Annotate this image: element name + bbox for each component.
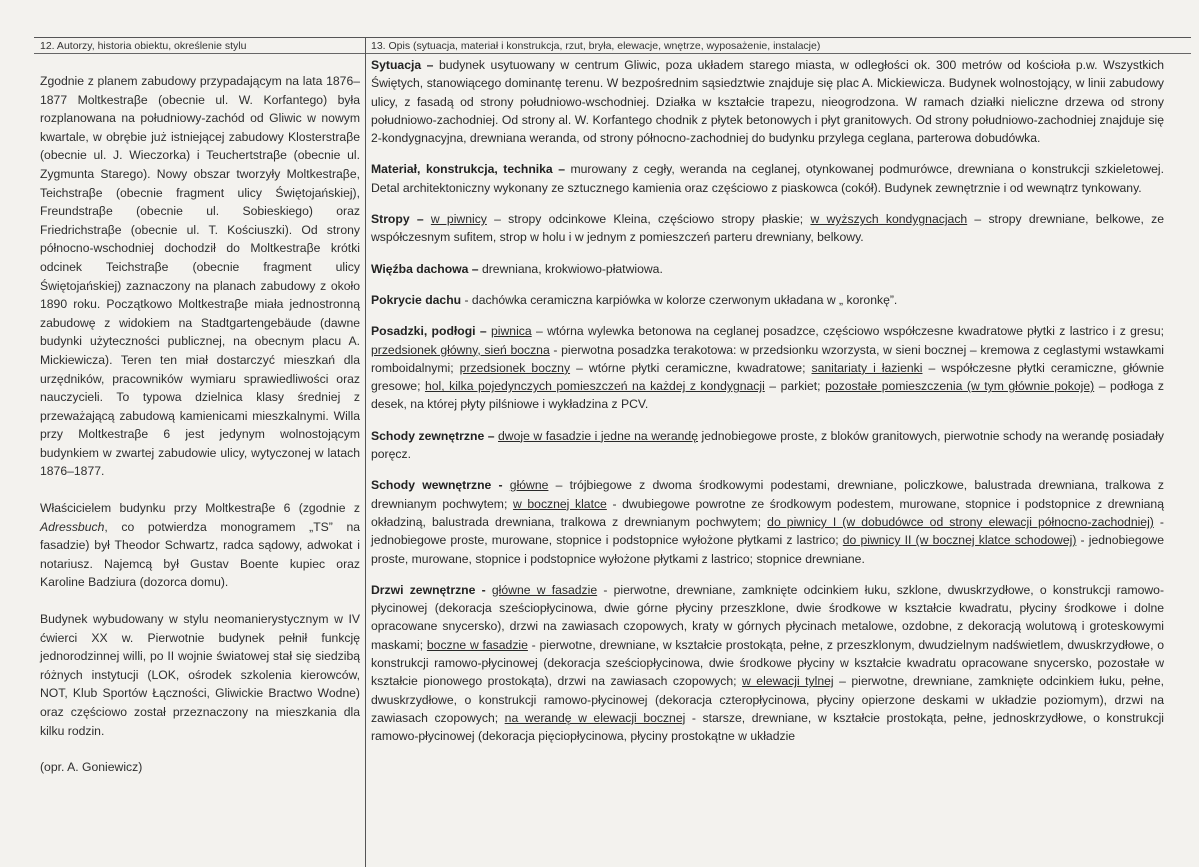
section-wiezba: Więźba dachowa – drewniana, krokwiowo-płatwiowa.: [371, 261, 663, 276]
section-stropy: Stropy – w piwnicy – stropy odcinkowe Kleina, częściowo stropy płaskie; w wyższych kondygnacjach – stropy drewniane, belkowe, ze współczesnym sufitem, strop w holu i w jednym z pomieszczeń parteru drewniany, belkowy.: [371, 212, 1164, 245]
description-column: [371, 56, 1164, 750]
history-paragraph-3: Budynek wybudowany w stylu neomanierystycznym w IV ćwierci XX w. Pierwotnie budynek pełnił funkcję jednorodzinnej willi, po II wojnie światowej stał się siedzibą różnych instytucji (LOK, ośrodek szkolenia kierowców, NOT, Klub Sportów Łączności, Gliwickie Bractwo Wodne) oraz częściowo został przeznaczony na mieszkania dla kilku rodzin.: [40, 612, 360, 738]
section-schody-zewnetrzne: Schody zewnętrzne – dwoje w fasadzie i jedne na werandę jednobiegowe proste, z bloków granitowych, pierwotnie schody na werandę posiadały poręcz.: [371, 428, 1164, 462]
history-paragraph-1: Zgodnie z planem zabudowy przypadającym na lata 1876–1877 Moltkestraβe (obecnie ul. W. Korfantego) była rozplanowana na południowy-zachód od Gliwic w nowym kwartale, w obrębie już istniejącej zabudowy Klosterstraβe (obecnie ul. J. Wieczorka) i Teuchertstraβe (obecnie ul. Zygmunta Starego). Nowy obszar tworzyły Moltkestraβe, Teichstraβe (obecnie fragment ulicy Świętojańskiej), Freundstraβe (obecnie ul. Sobieskiego) oraz Friedrichstraβe (obecnie ul. T. Kościuszki). Od strony północno-wschodniej dochodził do Moltkestraβe krótki odcinek Teichstraβe (obecnie fragment ulicy Świętojańskiej) zaznaczony na planach zabudowy z około 1890 roku. Początkowo Moltkestraβe miała jednostronną zabudowę z widokiem na Stadtgartengebäude (dawne budynki użyteczności publicznej, na obecnym placu A. Mickiewicza). Teren ten miał dostarczyć mieszkań dla urzędników, pracowników wymiaru sprawiedliwości oraz nauczycieli. To typowa dzielnica klasy średniej z przeważającą zabudową kamienicami mieszkalnymi. Willa przy Moltkestraβe 6 jest jedynym wolnostojącym budynkiem w zwartej zabudowie ulicy, wytyczonej w latach 1876–1877.: [40, 74, 360, 479]
section-material: Materiał, konstrukcja, technika – murowany z cegły, weranda na ceglanej, otynkowanej podmurówce, drewniana o konstrukcji szkieletowej. Detal architektoniczny wykonany ze sztucznego kamienia oraz częściowo z piaskowca (cokół). Budynek zewnętrznie i od wewnątrz tynkowany.: [371, 162, 1164, 195]
section-sytuacja: Sytuacja – budynek usytuowany w centrum Gliwic, poza układem starego miasta, w odległości ok. 300 metrów od kościoła p.w. Wszystkich Świętych, stanowiącego dominantę terenu. W bezpośrednim sąsiedztwie znajduje się plac A. Mickiewicza. Budynek wolnostojący, w linii zabudowy ulicy, z fasadą od strony południowo-wschodniej. Działka w kształcie trapezu, nieogrodzona. W ramach działki nieliczne drzewa od strony południowo-zachodniej. Od strony al. W. Korfantego chodnik z płytek betonowych i płyt granitowych. Od strony południowo-zachodniej znajduje się 2-kondygnacyjna, drewniana weranda, od strony północno-zachodniej do budynku przylega ceglana, parterowa dobudówka.: [371, 58, 1165, 146]
history-column: [40, 72, 360, 795]
top-rule: [34, 37, 1191, 38]
history-paragraph-2: Właścicielem budynku przy Moltkestraβe 6 (zgodnie z Adressbuch, co potwierdza monogramem „TS” na fasadzie) był Theodor Schwartz, radca sądowy, adwokat i notariusz. Najemcą był Gustav Boente kupiec oraz Karoline Badziura (dozorca domu).: [40, 501, 360, 590]
column-divider: [365, 37, 366, 867]
adressbuch-title: Adressbuch: [40, 519, 105, 534]
section-posadzki: Posadzki, podłogi – piwnica – wtórna wylewka betonowa na ceglanej posadzce, częściowo współczesne kwadratowe płytki z lastrico i z gresu; przedsionek główny, sień boczna - pierwotna posadzka terakotowa: w przedsionku wzorzysta, w sieni bocznej – kremowa z ceglastymi wstawkami romboidalnymi; przedsionek boczny – wtórne płytki ceramiczne, kwadratowe; sanitariaty i łazienki – współczesne płytki ceramiczne, głównie gresowe; hol, kilka pojedynczych pomieszczeń na każdej z kondygnacji – parkiet; pozostałe pomieszczenia (w tym głównie pokoje) – podłoga z desek, na której płyty pilśniowe i wykładzina z PCV.: [371, 324, 1165, 412]
author-note: (opr. A. Goniewicz): [40, 760, 143, 775]
section-13-header: 13. Opis (sytuacja, materiał i konstrukcja, rzut, bryła, elewacje, wnętrze, wyposażenie, instalacje): [371, 40, 821, 52]
section-pokrycie: Pokrycie dachu - dachówka ceramiczna karpiówka w kolorze czerwonym układana w „ koronkę”.: [371, 292, 898, 307]
header-rule: [34, 53, 1191, 54]
section-schody-wewnetrzne: Schody wewnętrzne - główne – trójbiegowe z dwoma środkowymi podestami, drewniane, policzkowe, balustrada drewniana, tralkowa z drewnianym pochwytem; w bocznej klatce - dwubiegowe powrotne ze środkowym podestem, murowane, stopnice i podstopnice z drewnianą okładziną, balustrada drewniana, tralkowa z drewnianym pochwytem; do piwnicy I (w dobudówce od strony elewacji północno-zachodniej) - jednobiegowe proste, murowane, stopnice i podstopnice wyłożone płytkami z lastrico; do piwnicy II (w bocznej klatce schodowej) - jednobiegowe proste, murowane, stopnice i podstopnice wyłożone płytkami z lastrico; stopnice drewniane.: [371, 478, 1164, 566]
section-12-header: 12. Autorzy, historia obiektu, określenie stylu: [40, 40, 247, 52]
section-drzwi-zewnetrzne: Drzwi zewnętrzne - główne w fasadzie - pierwotne, drewniane, zamknięte odcinkiem łuku, szklone, dwuskrzydłowe, o konstrukcji ramowo-płycinowej (dekoracja sześciopłycinowa, dwie górne płyciny przeszklone, dwie środkowe w kształcie kwadratu, płyciny środkowe i dolne opracowane snycersko), drzwi na zawiasach czopowych, kraty w górnych płycinach metalowe, ozdobne, z dekoracją wolutową i groteskowymi maskami; boczne w fasadzie - pierwotne, drewniane, w kształcie prostokąta, pełne, z przeszklonym, dwudzielnym nadświetlem, dwuskrzydłowe, o konstrukcji ramowo-płycinowej (dekoracja sześciopłycinowa, dwie środkowe płyciny w kształcie kwadratu opracowane snycersko, pozostałe w kształcie pionowego prostokąta), drzwi na zawiasach czopowych; w elewacji tylnej – pierwotne, drewniane, zamknięte odcinkiem łuku, pełne, dwuskrzydłowe, o konstrukcji ramowo-płycinowej (dekoracja czteropłycinowa, płyciny opierzone deskami w układzie poziomym), drzwi na zawiasach czopowych; na werandę w elewacji bocznej - starsze, drewniane, w kształcie prostokąta, pełne, jednoskrzydłowe, o konstrukcji ramowo-płycinowej (dekoracja pięciopłycinowa, płyciny prostokątne w układzie: [371, 582, 1165, 744]
